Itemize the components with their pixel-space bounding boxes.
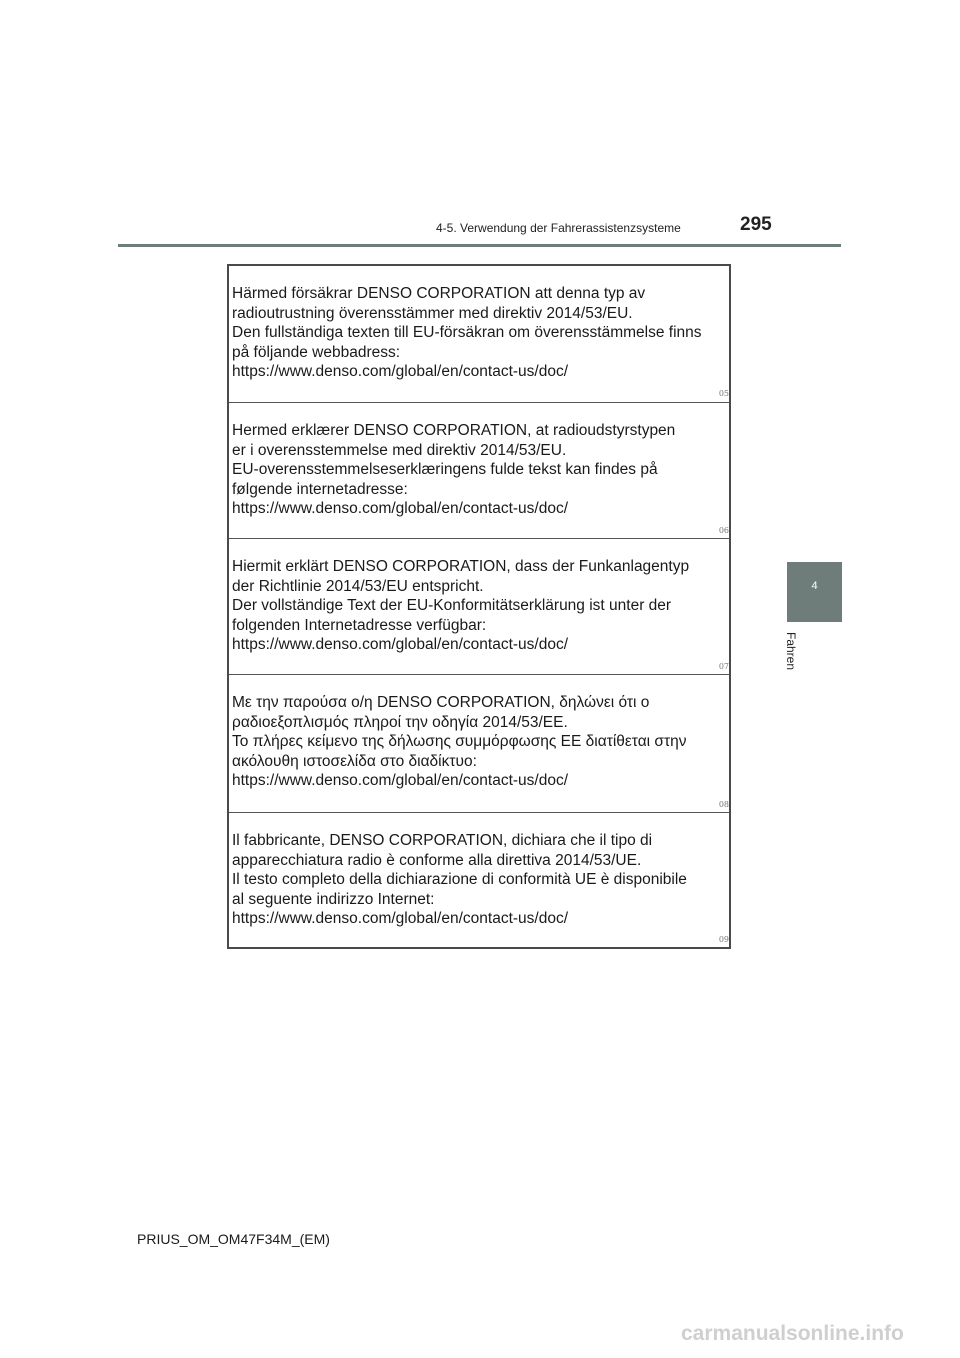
declaration-line: Il testo completo della dichiarazione di conformità UE è disponibile	[232, 871, 687, 888]
declaration-url: https://www.denso.com/global/en/contact-us/doc/	[232, 500, 569, 517]
declaration-german	[229, 538, 729, 675]
declaration-line: Den fullständiga texten till EU-försäkran om överensstämmelse finns	[232, 324, 702, 341]
declaration-url: https://www.denso.com/global/en/contact-us/doc/	[232, 772, 569, 789]
declaration-line: ακόλουθη ιστοσελίδα στο διαδίκτυο:	[232, 752, 477, 770]
section-code: 07	[718, 662, 729, 671]
chapter-tab	[787, 562, 842, 622]
section-code: 08	[718, 800, 729, 809]
watermark: carmanualsonline.info	[681, 1322, 904, 1345]
declaration-line: Der vollständige Text der EU-Konformitätserklärung ist unter der	[232, 597, 672, 614]
declaration-line: EU-overensstemmelseserklæringens fulde tekst kan findes på	[232, 461, 658, 478]
declaration-line: Με την παρούσα ο/η DENSO CORPORATION, δηλώνει ότι ο	[232, 694, 650, 711]
declaration-swedish	[229, 266, 729, 402]
section-code: 09	[718, 935, 729, 944]
chapter-number: 4	[811, 580, 818, 592]
section-code: 05	[718, 389, 729, 398]
declaration-line: Il fabbricante, DENSO CORPORATION, dichiara che il tipo di	[232, 832, 653, 849]
declaration-line: er i overensstemmelse med direktiv 2014/53/EU.	[232, 441, 567, 459]
declaration-box	[227, 264, 731, 949]
chapter-label: Fahren	[784, 632, 798, 671]
section-code: 06	[718, 526, 729, 535]
document-id: PRIUS_OM_OM47F34M_(EM)	[137, 1231, 330, 1247]
declaration-text	[232, 421, 721, 519]
declaration-line: der Richtlinie 2014/53/EU entspricht.	[232, 577, 484, 595]
declaration-url: https://www.denso.com/global/en/contact-us/doc/	[232, 636, 569, 653]
declaration-line: følgende internetadresse:	[232, 480, 408, 498]
page-number: 295	[740, 214, 772, 235]
declaration-danish	[229, 402, 729, 539]
declaration-greek	[229, 674, 729, 813]
declaration-line: apparecchiatura radio è conforme alla direttiva 2014/53/UE.	[232, 851, 642, 869]
declaration-line: Härmed försäkrar DENSO CORPORATION att denna typ av	[232, 285, 646, 302]
declaration-url: https://www.denso.com/global/en/contact-us/doc/	[232, 363, 569, 380]
declaration-line: al seguente indirizzo Internet:	[232, 890, 435, 908]
declaration-line: ραδιοεξοπλισμός πληροί την οδηγία 2014/53/ΕΕ.	[232, 713, 568, 731]
declaration-text	[232, 693, 721, 791]
declaration-text	[232, 557, 721, 655]
chapter-label-wrapper	[784, 632, 806, 676]
section-title: 4-5. Verwendung der Fahrerassistenzsysteme	[436, 221, 681, 235]
header-divider	[118, 244, 841, 247]
declaration-url: https://www.denso.com/global/en/contact-us/doc/	[232, 910, 569, 927]
declaration-line: Hiermit erklärt DENSO CORPORATION, dass der Funkanlagentyp	[232, 558, 690, 575]
declaration-line: Hermed erklærer DENSO CORPORATION, at radioudstyrstypen	[232, 422, 676, 439]
declaration-text	[232, 831, 721, 929]
declaration-text	[232, 284, 721, 382]
declaration-line: Το πλήρες κείμενο της δήλωσης συμμόρφωσης ΕΕ διατίθεται στην	[232, 733, 687, 750]
declaration-line: radioutrustning överensstämmer med direktiv 2014/53/EU.	[232, 304, 633, 322]
declaration-italian	[229, 812, 729, 948]
declaration-line: på följande webbadress:	[232, 343, 401, 361]
declaration-line: folgenden Internetadresse verfügbar:	[232, 616, 487, 634]
